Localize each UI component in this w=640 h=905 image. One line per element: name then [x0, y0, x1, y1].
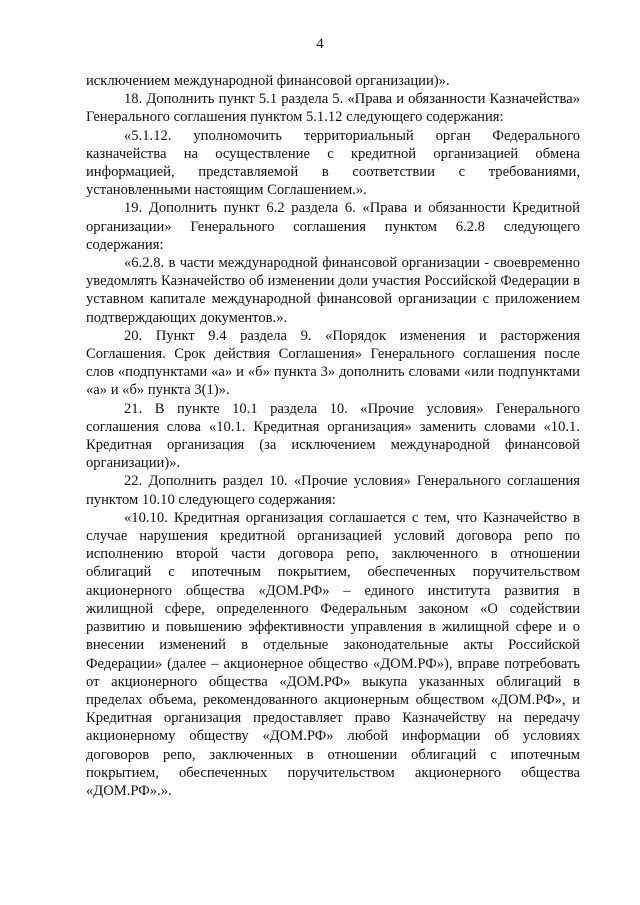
paragraph-clause-10-10: «10.10. Кредитная организация соглашается с тем, что Казначейство в случае нарушения кредитной организацией условий договора репо по исполнению второй части договора репо, заключенного в отношении облигаций с ипотечным покрытием, обеспеченных поручительством акционерного общества «ДОМ.РФ» – единого института развития в жилищной сфере, определенного Федеральным законом «О содействии развитию и повышению эффективности управления в жилищной сфере и о внесении изменений в отдельные законодательные акты Российской Федерации» (далее – акционерное общество «ДОМ.РФ»), вправе потребовать от акционерного общества «ДОМ.РФ» выкупа указанных облигаций в пределах объема, рекомендованного акционерным обществом «ДОМ.РФ», и Кредитная организация предоставляет право Казначейству на передачу акционерному обществу «ДОМ.РФ» любой информации об условиях договоров репо, заключенных в отношении облигаций с ипотечным покрытием, обеспеченных поручительством акционерного общества «ДОМ.РФ».».: [86, 509, 580, 799]
paragraph-clause-6-2-8: «6.2.8. в части международной финансовой организации - своевременно уведомлять Казначейство об изменении доли участия Российской Федерации в уставном капитале международной финансовой организации с приложением подтверждающих документов.».: [86, 255, 580, 326]
paragraph-clause-5-1-12: «5.1.12. уполномочить территориальный орган Федерального казначейства на осуществление с кредитной организацией обмена информацией, представляемой в соответствии с требованиями, установленными настоящим Соглашением.».: [86, 127, 580, 199]
paragraph-continuation: исключением международной финансовой организации)».: [86, 73, 450, 89]
paragraph-item-18: 18. Дополнить пункт 5.1 раздела 5. «Права и обязанности Казначейства» Генерального соглашения пунктом 5.1.12 следующего содержания:: [86, 91, 580, 126]
paragraph-item-21: 21. В пункте 10.1 раздела 10. «Прочие условия» Генерального соглашения слова «10.1. Кредитная организация» заменить словами «10.1. Кредитная организация (за исключением международной финансовой организации)».: [86, 400, 580, 472]
document-body: [86, 72, 580, 800]
paragraph-item-22: 22. Дополнить раздел 10. «Прочие условия» Генерального соглашения пунктом 10.10 следующего содержания:: [86, 473, 580, 508]
page-number: 4: [316, 36, 324, 52]
paragraph-item-20: 20. Пункт 9.4 раздела 9. «Порядок изменения и расторжения Соглашения. Срок действия Соглашения» Генерального соглашения после слов «подпунктами «а» и «б» пункта 3» дополнить словами «или подпунктами «а» и «б» пункта 3(1)».: [86, 327, 580, 399]
paragraph-item-19: 19. Дополнить пункт 6.2 раздела 6. «Права и обязанности Кредитной организации» Генерального соглашения пунктом 6.2.8 следующего содержания:: [86, 200, 580, 253]
